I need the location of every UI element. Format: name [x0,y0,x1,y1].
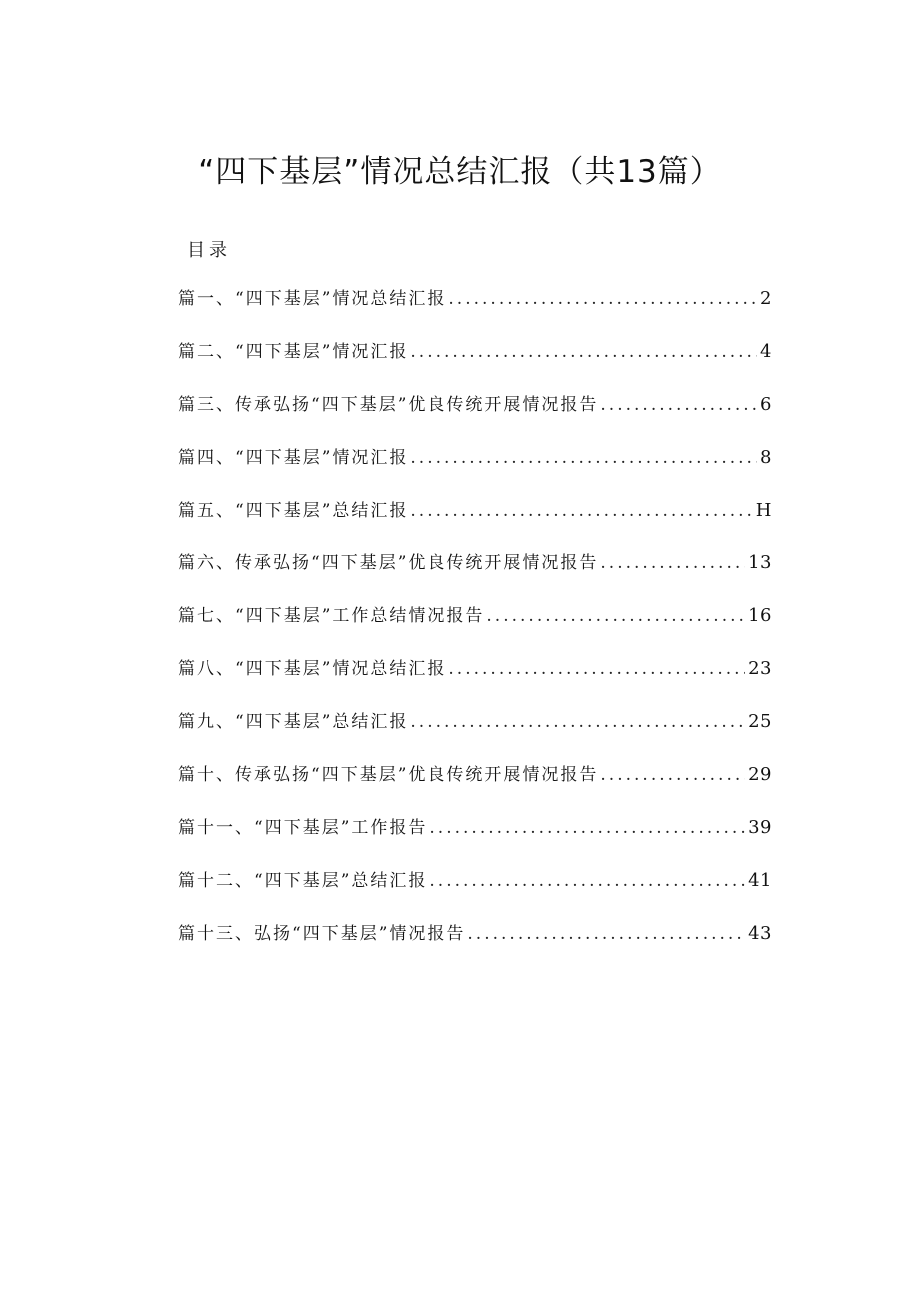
toc-dot-leader [410,448,757,468]
toc-page-number: 41 [748,869,772,891]
toc-dot-leader [600,553,745,573]
toc-page-number: 2 [760,288,772,309]
toc-entry[interactable] [178,866,772,919]
toc-dot-leader [600,395,757,415]
toc-entry[interactable] [178,337,772,390]
toc-entry[interactable] [178,548,772,601]
toc-entry-title: 篇十三、弘扬“四下基层”情况报告 [178,923,466,944]
toc-page-number: 16 [748,605,772,627]
toc-page-number: 6 [760,393,772,415]
table-of-contents [178,284,772,972]
toc-entry-title: 篇十一、“四下基层”工作报告 [178,817,428,838]
toc-dot-leader [486,606,745,626]
toc-dot-leader [600,765,745,785]
toc-page-number: 25 [748,711,772,733]
toc-entry-title: 篇九、“四下基层”总结汇报 [178,712,409,733]
toc-entry-title: 篇五、“四下基层”总结汇报 [178,500,409,521]
toc-dot-leader [448,659,745,679]
toc-entry-title: 篇十、传承弘扬“四下基层”优良传统开展情况报告 [178,765,599,786]
toc-dot-leader [429,871,745,891]
toc-entry-title: 篇一、“四下基层”情况总结汇报 [178,289,447,309]
toc-entry-title: 篇七、“四下基层”工作总结情况报告 [178,606,485,627]
toc-dot-leader [429,818,745,838]
toc-entry[interactable] [178,443,772,496]
toc-dot-leader [410,712,745,732]
toc-page-number: 8 [760,446,772,468]
toc-entry-title: 篇八、“四下基层”情况总结汇报 [178,659,447,680]
toc-entry[interactable] [178,390,772,443]
toc-page-number: 39 [748,816,772,838]
toc-entry[interactable] [178,813,772,866]
toc-heading: 目录 [187,240,231,261]
toc-entry[interactable] [178,496,772,549]
toc-dot-leader [410,342,757,362]
toc-entry[interactable] [178,707,772,760]
toc-dot-leader [410,501,752,521]
toc-page-number: 4 [760,340,772,362]
toc-page-number: 29 [748,764,772,786]
page-title: “四下基层”情况总结汇报（共13篇） [198,154,722,190]
toc-entry-title: 篇三、传承弘扬“四下基层”优良传统开展情况报告 [178,394,599,415]
toc-dot-leader [467,924,745,944]
toc-entry[interactable] [178,601,772,654]
toc-page-number: 43 [748,922,772,944]
toc-page-number: 13 [748,552,772,574]
toc-entry-title: 篇六、传承弘扬“四下基层”优良传统开展情况报告 [178,553,599,574]
toc-entry-title: 篇二、“四下基层”情况汇报 [178,341,409,362]
toc-entry-title: 篇四、“四下基层”情况汇报 [178,447,409,468]
toc-page-number: 23 [748,658,772,680]
toc-entry[interactable] [178,284,772,337]
toc-entry-title: 篇十二、“四下基层”总结汇报 [178,870,428,891]
toc-entry[interactable] [178,654,772,707]
toc-entry[interactable] [178,919,772,972]
toc-entry[interactable] [178,760,772,813]
toc-page-number: H [755,499,772,521]
toc-dot-leader [448,289,757,309]
